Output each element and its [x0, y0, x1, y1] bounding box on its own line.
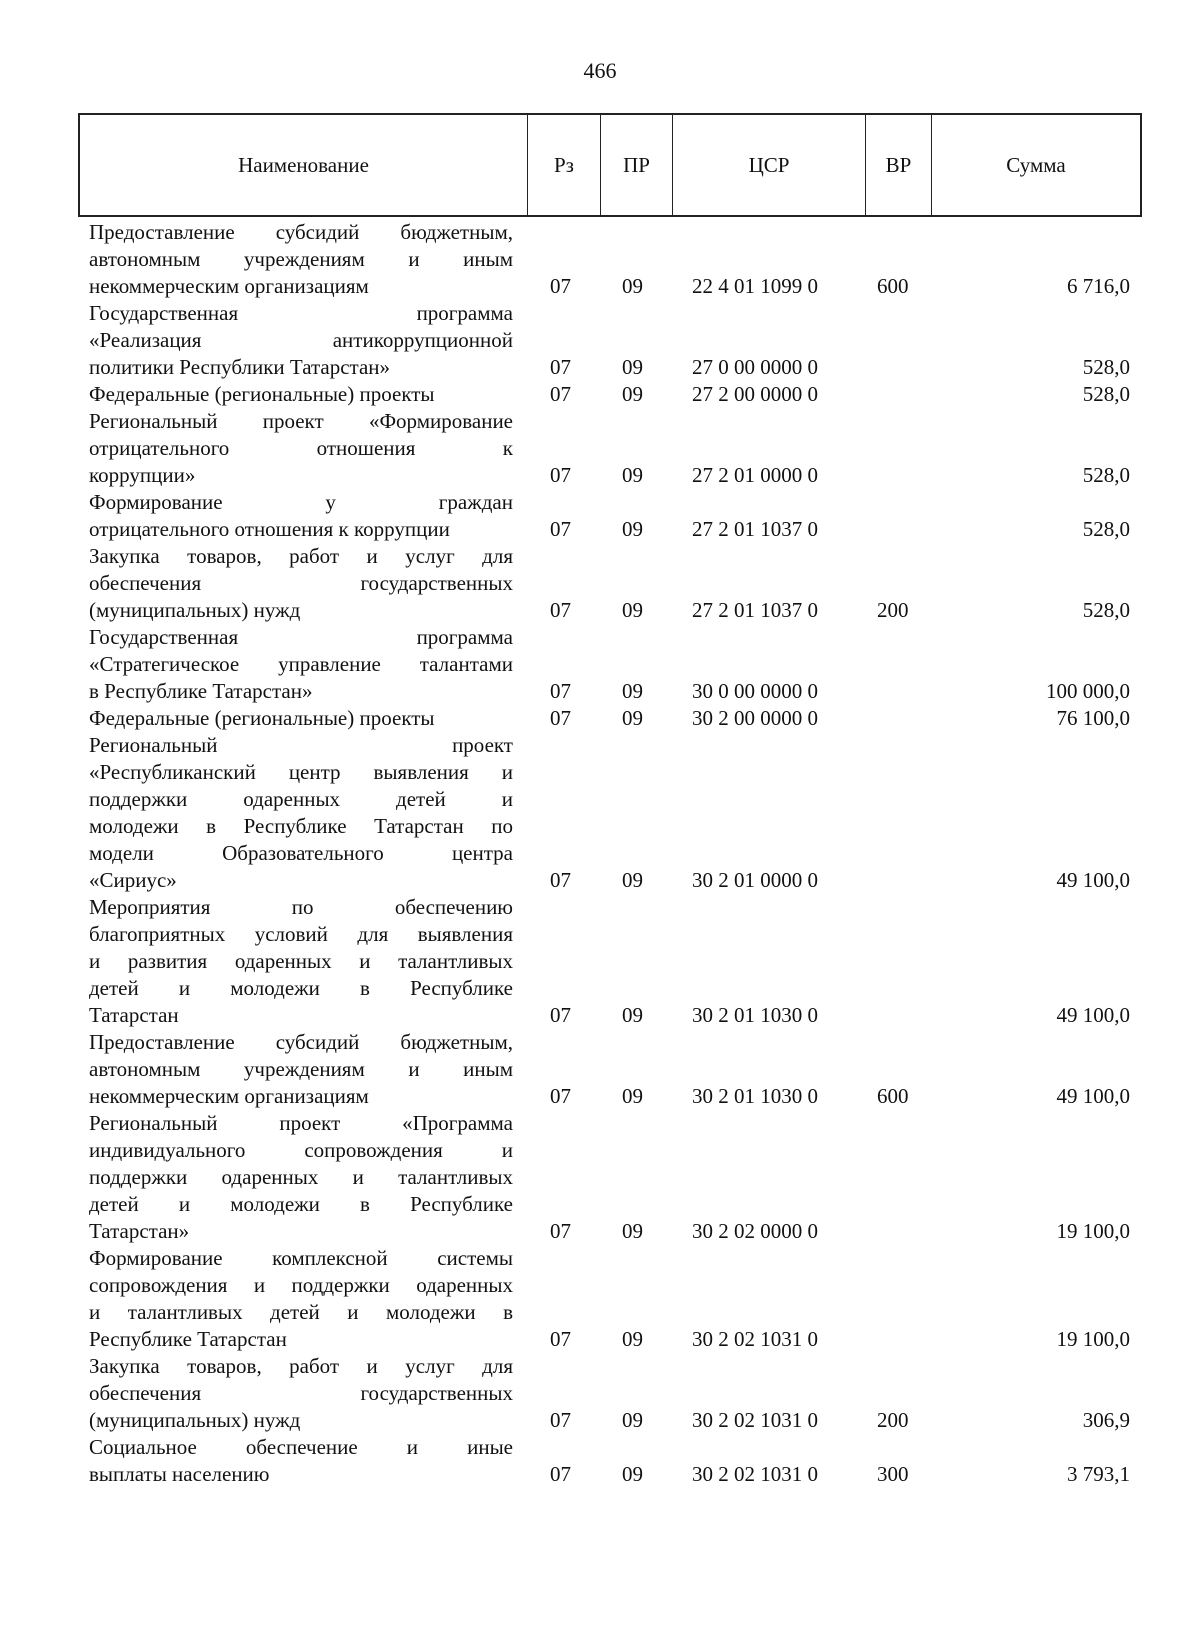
row-name-line: в Республике Татарстан»	[89, 679, 313, 703]
table-row	[0, 1110, 1200, 1245]
row-csr: 27 2 00 0000 0	[692, 382, 818, 406]
row-name-line: Закупка товаров, работ и услуг для	[89, 544, 513, 568]
row-name-line: благоприятных условий для выявления	[89, 922, 513, 946]
row-csr: 30 2 02 1031 0	[692, 1327, 818, 1351]
row-sum: 76 100,0	[1056, 706, 1130, 730]
row-sum: 528,0	[1082, 517, 1130, 541]
table-header	[78, 113, 1142, 217]
row-name-line: автономным учреждениям и иным	[89, 247, 513, 271]
header-name: Наименование	[238, 152, 369, 177]
row-name-line: Предоставление субсидий бюджетным,	[89, 1030, 513, 1054]
row-name-line: обеспечения государственных	[89, 571, 513, 595]
row-sum: 528,0	[1082, 598, 1130, 622]
row-name	[89, 732, 513, 894]
row-name	[89, 219, 513, 300]
row-name-line: автономным учреждениям и иным	[89, 1057, 513, 1081]
row-csr: 27 2 01 1037 0	[692, 598, 818, 622]
table-row	[0, 894, 1200, 1029]
row-rz: 07	[550, 679, 571, 703]
row-name-line: Предоставление субсидий бюджетным,	[89, 220, 513, 244]
row-csr: 30 0 00 0000 0	[692, 679, 818, 703]
table-row	[0, 1353, 1200, 1434]
row-pr: 09	[622, 868, 643, 892]
row-pr: 09	[622, 1084, 643, 1108]
row-sum: 306,9	[1082, 1408, 1130, 1432]
row-pr: 09	[622, 355, 643, 379]
row-rz: 07	[550, 274, 571, 298]
row-name-line: детей и молодежи в Республике	[89, 1192, 513, 1216]
row-sum: 528,0	[1082, 463, 1130, 487]
row-name-line: поддержки одаренных и талантливых	[89, 1165, 513, 1189]
row-csr: 27 2 01 1037 0	[692, 517, 818, 541]
row-sum: 49 100,0	[1056, 1003, 1130, 1027]
row-name-line: и развития одаренных и талантливых	[89, 949, 513, 973]
row-csr: 30 2 01 0000 0	[692, 868, 818, 892]
row-pr: 09	[622, 1219, 643, 1243]
row-csr: 30 2 00 0000 0	[692, 706, 818, 730]
row-vr: 200	[877, 598, 909, 622]
table-row	[0, 705, 1200, 732]
row-csr: 30 2 02 0000 0	[692, 1219, 818, 1243]
row-pr: 09	[622, 706, 643, 730]
row-name	[89, 894, 513, 1029]
row-name-line: Республике Татарстан	[89, 1327, 287, 1351]
row-sum: 19 100,0	[1056, 1219, 1130, 1243]
row-pr: 09	[622, 1003, 643, 1027]
row-name-line: индивидуального сопровождения и	[89, 1138, 513, 1162]
row-name-line: отрицательного отношения к коррупции	[89, 517, 450, 541]
row-rz: 07	[550, 706, 571, 730]
row-name-line: отрицательного отношения к	[89, 436, 513, 460]
row-name-line: «Стратегическое управление талантами	[89, 652, 513, 676]
row-name-line: детей и молодежи в Республике	[89, 976, 513, 1000]
row-name	[89, 489, 513, 543]
table-row	[0, 732, 1200, 894]
row-rz: 07	[550, 355, 571, 379]
row-name-line: некоммерческим организациям	[89, 1084, 369, 1108]
row-name	[89, 408, 513, 489]
row-name-line: «Республиканский центр выявления и	[89, 760, 513, 784]
row-name	[89, 1245, 513, 1353]
row-rz: 07	[550, 1219, 571, 1243]
row-sum: 528,0	[1082, 382, 1130, 406]
row-pr: 09	[622, 1408, 643, 1432]
row-name-line: (муниципальных) нужд	[89, 1408, 301, 1432]
header-csr: ЦСР	[672, 115, 865, 215]
header-rz: Рз	[527, 115, 600, 215]
row-name-line: Региональный проект «Программа	[89, 1111, 513, 1135]
row-rz: 07	[550, 517, 571, 541]
row-name	[89, 1029, 513, 1110]
row-name-line: и талантливых детей и молодежи в	[89, 1300, 513, 1324]
row-rz: 07	[550, 868, 571, 892]
row-vr: 200	[877, 1408, 909, 1432]
row-vr: 300	[877, 1462, 909, 1486]
row-rz: 07	[550, 1084, 571, 1108]
row-name-line: выплаты населению	[89, 1462, 270, 1486]
row-csr: 27 0 00 0000 0	[692, 355, 818, 379]
row-name-line: (муниципальных) нужд	[89, 598, 301, 622]
row-sum: 6 716,0	[1067, 274, 1130, 298]
row-csr: 30 2 01 1030 0	[692, 1084, 818, 1108]
header-vr: ВР	[865, 115, 931, 215]
row-sum: 3 793,1	[1067, 1462, 1130, 1486]
row-name-line: Мероприятия по обеспечению	[89, 895, 513, 919]
row-pr: 09	[622, 517, 643, 541]
table-row	[0, 624, 1200, 705]
row-pr: 09	[622, 274, 643, 298]
table-row	[0, 1434, 1200, 1488]
row-name-line: сопровождения и поддержки одаренных	[89, 1273, 513, 1297]
row-rz: 07	[550, 598, 571, 622]
row-rz: 07	[550, 1003, 571, 1027]
row-name-line: Государственная программа	[89, 625, 513, 649]
row-name-line: обеспечения государственных	[89, 1381, 513, 1405]
row-rz: 07	[550, 1408, 571, 1432]
row-pr: 09	[622, 598, 643, 622]
row-name	[89, 624, 513, 705]
row-csr: 22 4 01 1099 0	[692, 274, 818, 298]
row-pr: 09	[622, 1462, 643, 1486]
table-row	[0, 219, 1200, 300]
row-sum: 528,0	[1082, 355, 1130, 379]
row-sum: 49 100,0	[1056, 1084, 1130, 1108]
row-name	[89, 543, 513, 624]
row-name-line: Формирование у граждан	[89, 490, 513, 514]
row-name-line: молодежи в Республике Татарстан по	[89, 814, 513, 838]
row-pr: 09	[622, 463, 643, 487]
row-name-line: Татарстан	[89, 1003, 179, 1027]
row-sum: 19 100,0	[1056, 1327, 1130, 1351]
row-sum: 100 000,0	[1046, 679, 1130, 703]
row-pr: 09	[622, 1327, 643, 1351]
table-row	[0, 1245, 1200, 1353]
table-row	[0, 381, 1200, 408]
row-name-line: политики Республики Татарстан»	[89, 355, 391, 379]
row-name	[89, 381, 513, 408]
row-name-line: Региональный проект	[89, 733, 513, 757]
row-csr: 30 2 02 1031 0	[692, 1462, 818, 1486]
row-name-line: Татарстан»	[89, 1219, 190, 1243]
table-row	[0, 1029, 1200, 1110]
row-name-line: Закупка товаров, работ и услуг для	[89, 1354, 513, 1378]
row-name-line: «Сириус»	[89, 868, 177, 892]
table-row	[0, 300, 1200, 381]
row-rz: 07	[550, 1327, 571, 1351]
row-csr: 27 2 01 0000 0	[692, 463, 818, 487]
table-row	[0, 408, 1200, 489]
row-name-line: Социальное обеспечение и иные	[89, 1435, 513, 1459]
row-name-line: Формирование комплексной системы	[89, 1246, 513, 1270]
row-rz: 07	[550, 463, 571, 487]
row-name-line: Государственная программа	[89, 301, 513, 325]
row-name	[89, 705, 513, 732]
row-name	[89, 1353, 513, 1434]
row-rz: 07	[550, 1462, 571, 1486]
row-name-line: Федеральные (региональные) проекты	[89, 382, 435, 406]
row-name	[89, 1434, 513, 1488]
row-name	[89, 300, 513, 381]
header-sum: Сумма	[931, 115, 1140, 215]
header-pr: ПР	[600, 115, 672, 215]
row-rz: 07	[550, 382, 571, 406]
row-csr: 30 2 01 1030 0	[692, 1003, 818, 1027]
row-vr: 600	[877, 1084, 909, 1108]
row-name-line: некоммерческим организациям	[89, 274, 369, 298]
row-name-line: модели Образовательного центра	[89, 841, 513, 865]
row-sum: 49 100,0	[1056, 868, 1130, 892]
row-name-line: поддержки одаренных детей и	[89, 787, 513, 811]
table-row	[0, 489, 1200, 543]
row-vr: 600	[877, 274, 909, 298]
row-pr: 09	[622, 679, 643, 703]
page-number: 466	[583, 58, 617, 83]
row-name-line: коррупции»	[89, 463, 196, 487]
row-csr: 30 2 02 1031 0	[692, 1408, 818, 1432]
row-name-line: «Реализация антикоррупционной	[89, 328, 513, 352]
row-name-line: Федеральные (региональные) проекты	[89, 706, 435, 730]
row-name	[89, 1110, 513, 1245]
row-name-line: Региональный проект «Формирование	[89, 409, 513, 433]
table-row	[0, 543, 1200, 624]
row-pr: 09	[622, 382, 643, 406]
